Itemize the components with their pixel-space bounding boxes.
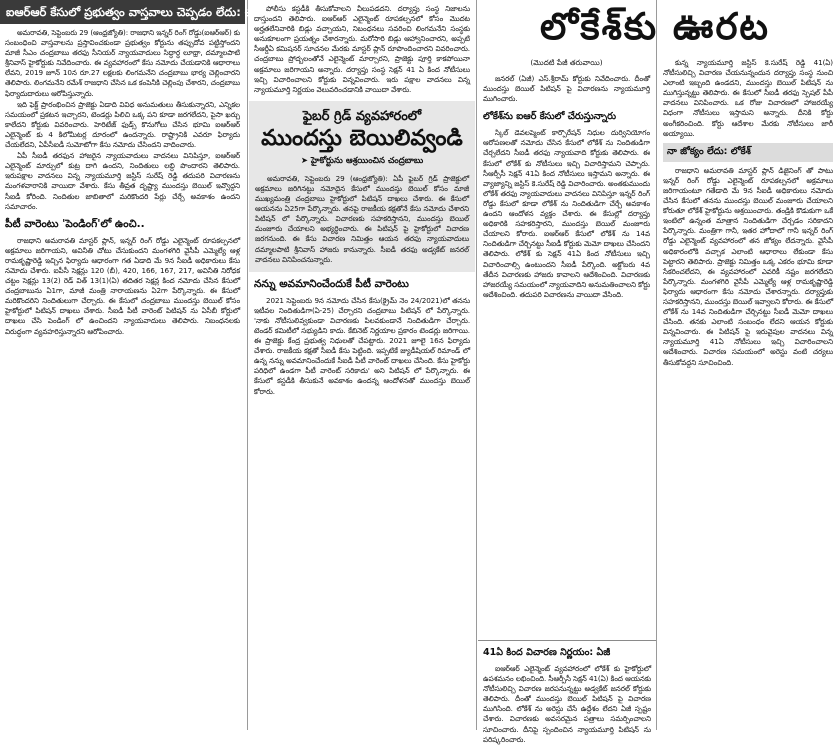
article-paragraph: అమరావతి, సెప్టెంబరు 29 (ఆంధ్రజ్యోతి): రాజధాని ఇన్నర్ రింగ్ రోడ్డు(ఐఆర్ఆర్) కు సంబంధించి వాస్తవాలను ప్రస్తావించకుండా ప్రభుత్వం కోర్టును తప్పుదోవ పట్టిస్తోందని మాజీ సీఎం చంద్రబాబు తరఫు సీనియర్ న్యాయవాదులు సిద్ధార్థ లూథ్రా, దమ్మాలపాటి శ్రీనివాస్ హైకోర్టుకు నివేదించారు. ఈ వ్యవహారంలో కేసు నమోదు చేయడానికి ఆధారాలు లేవని, 2019 జూన్ 10న రూ.27 లక్షలకు లింగమనేని చంద్రబాబు భార్య చెల్లించారని తెలిపారు. లింగమనేని రమేశ్ రాజధాని చేసిన ఒక కంపెనీకి చెల్లింపు చేశారని, చంద్రబాబు ఫిర్యాదుదారులు ఆరోపిస్తున్నారు. xyxy=(5,28,240,98)
column-1 xyxy=(0,0,293,730)
article-paragraph: 2021 సెప్టెంబరు 9న నమోదు చేసిన కేసు(క్రైమ్ నెం 24/2021)లో తనను ఇటీవల నిందితుడిగా(ఏ-25) చేర్చారని చంద్రబాబు పిటిషన్ లో పేర్కొన్నారు. 'నాకు నోటీసులివ్వకుండా విచారణకు పిలవకుండానే నిందితుడిగా చేర్చారు. టెండర్ కమిటీలో సభ్యుడిని కాదు. కేబినెట్ నిర్ణయాల ప్రకారం టెండర్లు జరిగాయి. ఈ ప్రాజెక్టు కేంద్ర ప్రభుత్వ నిధులతో చేపట్టారు. 2021 జూలై 16న ఫిర్యాదు చేశారు. రాజకీయ కక్షతో సీఐడీ కేసు పెట్టింది. ఇప్పటికే జ్యుడీషియల్ రిమాండ్ లో ఉన్న నన్ను అవమానించేందుకే సీఐడీ పీటీ వారెంట్ దాఖలు చేసింది. కేసు హైకోర్టు పరిధిలో ఉండగా పీటీ వారెంట్ సరికాదు' అని పిటిషన్ లో పేర్కొన్నారు. ఈ కేసులో కస్టడీకి తీసుకునే అవకాశం ఉందన్న ఆందోళనతో ముందస్తు బెయిల్ కోరారు. xyxy=(254,295,470,396)
fibergrid-box xyxy=(249,101,475,272)
column-divider xyxy=(476,0,477,730)
article-paragraph: ఏపీ సీఐడీ తరఫున హాజరైన న్యాయవాదులు వాదనలు వినిపిస్తూ, ఐఆర్ఆర్ ఎలైన్మెంట్ మార్పులో కుట్ర దాగి ఉందని, నిందితులు లబ్ధి పొందారని తెలిపారు. ఇరుపక్షాల వాదనలు విన్న న్యాయమూర్తి జస్టిస్ సురేష్ రెడ్డి తదుపరి విచారణను మంగళవారానికి వాయిదా వేశారు. కేసు తీవ్రత దృష్ట్యా ముందస్తు బెయిల్ ఇవ్వొద్దని సీఐడీ కోరింది. నిందితుల జాబితాలో మరికొందరి పేర్లు చేర్చే అవకాశం ఉందని సమాచారం. xyxy=(5,151,240,211)
dateline: (మొదటి పేజీ తరువాయి) xyxy=(530,58,603,67)
article-paragraph: ఐఆర్ఆర్ ఎలైన్మెంట్ వ్యవహారంలో లోకేశ్ కు హైకోర్టులో ఉపశమనం లభించింది. సీఆర్పీసీ సెక్షన్ 41(ఏ) కింద ఆయనకు నోటీసులిచ్చి విచారణ జరపనున్నట్టు అడ్వకేట్ జనరల్ కోర్టుకు తెలిపారు. దీంతో ముందస్తు బెయిల్ పిటిషన్ పై విచారణ ముగిసింది. లోకేశ్ ను అరెస్టు చేసే ఉద్దేశం లేదని ఏజీ స్పష్టం చేశారు. విచారణకు అవసరమైన పత్రాలు సమర్పించాలని సూచించారు. దీనిపై స్పందించిన న్యాయమూర్తి పిటిషన్ ను పరిష్కరించారు. xyxy=(483,664,651,744)
article-subheading: నా జోక్యం లేదు: లోకేశ్ xyxy=(663,143,833,162)
article-paragraph: ఇది ఫెక్ట్ ప్రారంభించిన ప్రాజెక్టు ఏడాది వివిధ అనుమతులు తీసుకున్నారని, ఎన్నికల సమయంలో ప్రకటన ఇచ్చారని, టెండర్లు పిలిచి ఒక్క పని కూడా జరగలేదని, పైసా ఖర్చు కాలేదని కోర్టుకు వివరించారు. హెరిటేజ్ ఫుడ్స్ కొనుగోలు చేసిన భూమి ఐఆర్ఆర్ ఎలైన్మెంట్ కు 4 కిలోమీటర్ల దూరంలో ఉందన్నారు. రాష్ట్రానికి ఎవరూ ఫిర్యాదు చేయలేదని, ఏపీసీఐడీ సుమోటోగా కేసు నమోదు చేసిందని వాదించారు. xyxy=(5,99,240,150)
article-subheading: పీటీ వారెంటు 'పెండింగ్'లో ఉంచి.. xyxy=(5,217,145,230)
main-headline: లోకేశ్‌కు ఊరట xyxy=(540,5,770,48)
article-paragraph: రాజధాని అమరావతి మాస్టర్ ప్లాన్ డిజైనింగ్ తో పాటు ఇన్నర్ రింగ్ రోడ్డు ఎలైన్మెంట్ రూపకల్పనలో అక్రమాలు జరిగాయంటూ గతేడాది మే 9న సీఐడీ అధికారులు నమోదు చేసిన కేసులో తనను ముందస్తు బెయిల్ మంజూరు చేయాలని కోరుతూ లోకేశ్ హైకోర్టును ఆశ్రయించారు. తండ్రికి కొడుకుగా ఒకే ఇంటిలో ఉన్నంత మాత్రాన నిందితుడిగా చేర్చడం సరికాదని పేర్కొన్నారు. మంత్రిగా గానీ, ఇతర హోదాలో గానీ ఇన్నర్ రింగ్ రోడ్డు ఎలైన్మెంట్ వ్యవహారంలో తన జోక్యం లేదన్నారు. వైసీపీ అధికారంలోకి వచ్చాక ఎలాంటి ఆధారాలు లేకుండా కేసు పెట్టారని తెలిపారు. ప్రాజెక్టు నిమిత్తం ఒక్క ఎకరం భూమి కూడా సేకరించలేదని, ఈ వ్యవహారంలో ఎవరికీ నష్టం జరగలేదని పేర్కొన్నారు. మంగళగిరి వైసీపీ ఎమ్మెల్యే ఆళ్ల రామకృష్ణారెడ్డి ఫిర్యాదు ఆధారంగా కేసు నమోదు చేశారన్నారు. దర్యాప్తుకు సహకరిస్తానని, ముందస్తు బెయిల్ ఇవ్వాలని కోరారు. ఈ కేసులో లోకేశ్ ను 14వ నిందితుడిగా చేర్చినట్టు సీఐడీ మెమో దాఖలు చేసింది. తనకు ఎలాంటి సంబంధం లేదని ఆయన కోర్టుకు విన్నవించారు. ఈ పిటిషన్ పై ఇరువైపుల వాదనలు విన్న న్యాయమూర్తి 41ఏ నోటీసులు ఇచ్చి విచారించాలని ఆదేశించారు. విచారణ సమయంలో అరెస్టు వంటి చర్యలు తీసుకోవద్దని సూచించింది. xyxy=(663,165,833,367)
article-paragraph: కున్న న్యాయమూర్తి జస్టిస్ కె.సురేష్ రెడ్డి 41(ఏ) నోటీసులిచ్చి విచారణ చేయనున్నందున దర్యాప్తు సంస్థ నుంచి ఎలాంటి ఇబ్బంది ఉండదని, ముందస్తు బెయిల్ పిటిషన్ ను ముగిస్తున్నట్టు తెలిపారు. ఈ కేసులో సీఐడీ తరఫు స్పెషల్ పీపీ వాదనలు వినిపించారు. ఒక రోజు విచారణలో హాజరయ్యే విధంగా నోటీసులు ఇస్తామని అన్నారు. దీనికి కోర్టు అంగీకరించింది. కోర్టు ఆదేశాల మేరకు నోటీసులు జారీ అయ్యాయి. xyxy=(663,58,833,138)
box-tagline: ➤ హైకోర్టును ఆశ్రయించిన చంద్రబాబు xyxy=(300,155,424,166)
column-divider xyxy=(247,0,248,730)
article-paragraph: జనరల్ (ఏజీ) ఎస్.శ్రీరామ్ కోర్టుకు నివేదించారు. దీంతో ముందస్తు బెయిల్ పిటిషన్ పై విచారణను న్యాయమూర్తి ముగించారు. xyxy=(483,74,650,104)
column-divider xyxy=(656,0,657,730)
article-subheading: నన్ను అవమానించేందుకే పీటీ వారెంటు xyxy=(254,277,409,290)
box-title: ఫైబర్ గ్రిడ్ వ్యవహారంలో xyxy=(302,108,422,124)
box-headline: ముందస్తు బెయిలివ్వండి xyxy=(261,125,463,151)
article-paragraph: రాజధాని అమరావతి మాస్టర్ ప్లాన్, ఇన్నర్ రింగ్ రోడ్డు ఎలైన్మెంట్ రూపకల్పనలో అక్రమాలు జరిగాయని, అవినీతి చోటు చేసుకుందని మంగళగిరి వైసీపీ ఎమ్మెల్యే ఆళ్ల రామకృష్ణారెడ్డి ఇచ్చిన ఫిర్యాదు ఆధారంగా గత ఏడాది మే 9న సీఐడీ అధికారులు కేసు నమోదు చేశారు. ఐపీసీ సెక్షన్లు 120 (బీ), 420, 166, 167, 217, అవినీతి నిరోధక చట్టం సెక్షన్లు 13(2) రెడ్ విత్ 13(1)(ఏ) తదితర సెక్షన్ల కింద నమోదు చేసిన కేసులో చంద్రబాబును ఏ1గా, మాజీ మంత్రి నారాయణను ఏ2గా పేర్కొన్నారు. ఈ కేసులో మరికొందరిని నిందితులుగా చేర్చారు. ఈ కేసులో చంద్రబాబు ముందస్తు బెయిల్ కోసం హైకోర్టులో పిటిషన్ దాఖలు చేశారు. సీఐడీ పీటీ వారెంట్ పిటిషన్ ను ఏసీబీ కోర్టులో దాఖలు చేసి పెండింగ్ లో ఉంచిందని న్యాయవాదులు తెలిపారు. నిబంధనలకు విరుద్ధంగా వ్యవహరిస్తున్నారని ఆరోపించారు. xyxy=(5,235,240,336)
bottom-section xyxy=(478,640,656,744)
article-subheading: 41ఏ కింద విచారణ నిర్ణయం: ఏజీ xyxy=(483,647,611,658)
column-3-body xyxy=(478,58,655,730)
article-paragraph: స్కిల్ డెవలప్మెంట్ కార్పొరేషన్ నిధుల దుర్వినియోగం ఆరోపణలతో నమోదు చేసిన కేసులో లోకేశ్ ను నిందితుడిగా చేర్చలేదని సీఐడీ తరఫు న్యాయవాది కోర్టుకు తెలిపారు. ఈ కేసులో లోకేశ్ కు నోటీసులు ఇచ్చి విచారిస్తామని చెప్పారు. సీఆర్పీసీ సెక్షన్ 41ఏ కింద నోటీసులు ఇస్తామని అన్నారు. ఈ వ్యాజ్యాన్ని జస్టిస్ కె.సురేష్ రెడ్డి విచారించారు. అంతకుముందు లోకేశ్ తరఫు న్యాయవాదులు వాదనలు వినిపిస్తూ ఇన్నర్ రింగ్ రోడ్డు కేసులో కూడా లోకేశ్ ను నిందితుడిగా చేర్చే అవకాశం ఉందని ఆందోళన వ్యక్తం చేశారు. ఈ కేసుల్లో దర్యాప్తు అధికారికి సహకరిస్తారని, ముందస్తు బెయిల్ మంజూరు చేయాలని కోరారు. ఐఆర్ఆర్ కేసులో లోకేశ్ ను 14వ నిందితుడిగా చేర్చినట్టు సీఐడీ కోర్టుకు మెమో దాఖలు చేసిందని తెలిపారు. లోకేశ్ కు సెక్షన్ 41ఏ కింద నోటీసులు ఇచ్చి విచారించాల్సి ఉంటుందని సీఐడీ పేర్కొంది. అక్టోబరు 4వ తేదీన విచారణకు హాజరు కావాలని ఆదేశించింది. విచారణకు హాజరయ్యే సమయంలో న్యాయవాదిని అనుమతించాలని కోర్టు ఆదేశించింది. తదుపరి విచారణను వాయిదా వేసింది. xyxy=(483,128,650,299)
article-subheading: లోకేశ్‌ను ఐఆర్ కేసులో చేరుస్తున్నారు xyxy=(483,111,617,123)
article-paragraph: అమరావతి, సెప్టెంబరు 29 (ఆంధ్రజ్యోతి): ఏపీ ఫైబర్ గ్రిడ్ ప్రాజెక్టులో అక్రమాలు జరిగినట్టు నమోదైన కేసులో ముందస్తు బెయిల్ కోసం మాజీ ముఖ్యమంత్రి చంద్రబాబు హైకోర్టులో పిటిషన్ దాఖలు చేశారు. ఈ కేసులో ఆయనను ఏ25గా పేర్కొన్నారు. తనపై రాజకీయ కక్షతోనే కేసు నమోదు చేశారని పిటిషన్ లో పేర్కొన్నారు. విచారణకు సహకరిస్తానని, ముందస్తు బెయిల్ మంజూరు చేయాలని అభ్యర్థించారు. ఈ పిటిషన్ పై హైకోర్టులో విచారణ జరగనుంది. ఈ కేసు విచారణ నిమిత్తం ఆయన తరఫు న్యాయవాదులు దమ్మాలపాటి శ్రీనివాస్ హాజరు కానున్నారు. సీఐడీ తరఫు అడ్వకేట్ జనరల్ వాదనలు వినిపించనున్నారు. xyxy=(255,173,469,264)
section-divider xyxy=(478,640,656,641)
article-paragraph: పోలీసు కస్టడీకి తీసుకోవాలని వీలుపడదని. దర్యాప్తు సంస్థ నిజాలను దాస్తుందని తెలిపారు. ఐఆర్ఆర్ ఎలైన్మెంట్ రూపకల్పనలో కోసం మొదట అర్హతలేనివారికి బిడ్లు వచ్చాయని, నిబంధనలు సవరించి లింగమనేని సంస్థకు అనుకూలంగా ప్రయత్నం చేశారన్నారు. మరోసారి బిడ్లు ఆహ్వానించారని, అప్పటి సీఆర్డీఏ కమిషనర్ సూచనల మేరకు మాస్టర్ ప్లాన్ రూపొందించారని వివరించారు. చంద్రబాబు ప్రోద్బలంతోనే ఎలైన్మెంట్ మార్చారని, ప్రాజెక్టు పూర్తి కాకపోయినా అక్రమాలు జరిగాయని అన్నారు. దర్యాప్తు సంస్థ సెక్షన్ 41 ఏ కింద నోటీసులు ఇచ్చి విచారించాలని కోర్టుకు విన్నవించారు. ఇరు పక్షాల వాదనలు విన్న న్యాయమూర్తి నిర్ణయం వెలువరించడానికి వాయిదా వేశారు. xyxy=(254,4,470,94)
column-2 xyxy=(249,0,475,730)
article-headline: ఐఆర్ఆర్ కేసులో ప్రభుత్వం వాస్తవాలు చెప్పడం లేదు: చంద్రబాబు xyxy=(0,0,245,24)
column-4 xyxy=(658,58,838,730)
